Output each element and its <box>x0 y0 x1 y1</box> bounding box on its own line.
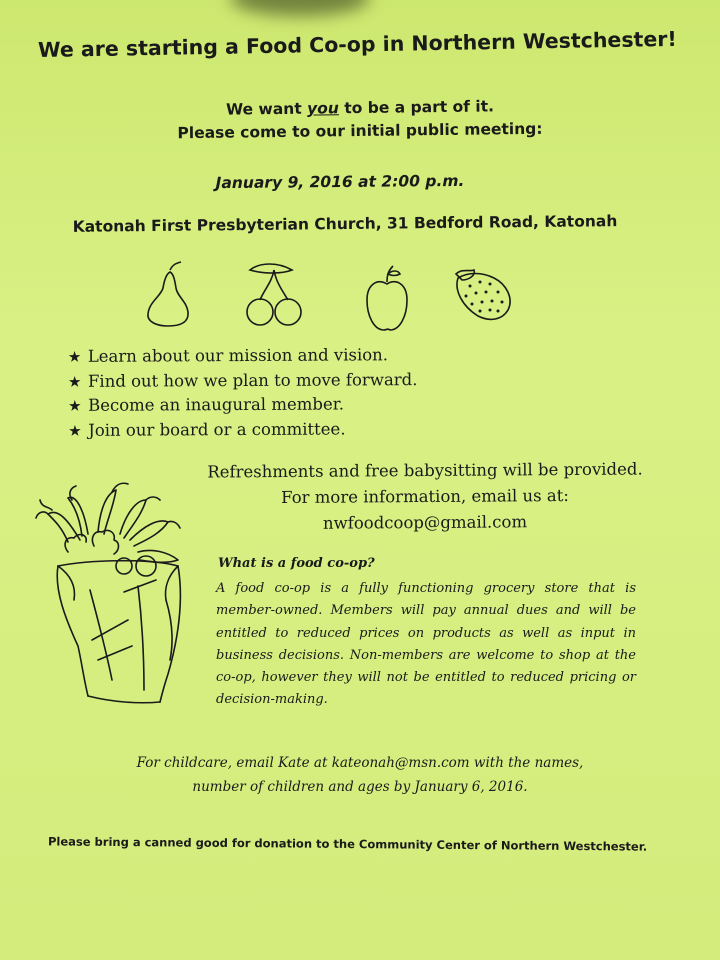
meeting-location: Katonah First Presbyterian Church, 31 Bedford Road, Katonah <box>72 212 618 236</box>
refreshments-text: Refreshments and free babysitting will be provided. <box>207 459 643 482</box>
more-info-text: For more information, email us at: <box>281 485 569 508</box>
pear-icon <box>143 260 193 328</box>
bullet-text: Join our board or a committee. <box>88 418 346 440</box>
strawberry-icon <box>450 260 514 324</box>
contact-email: nwfoodcoop@gmail.com <box>322 512 528 533</box>
coop-line: decision-making. <box>216 692 328 708</box>
list-item <box>68 368 418 394</box>
star-icon: ★ <box>68 396 82 415</box>
invite-suffix: to be a part of it. <box>338 97 495 118</box>
apple-icon <box>364 260 410 332</box>
meeting-line: Please come to our initial public meeting: <box>177 119 543 143</box>
star-icon: ★ <box>67 347 82 366</box>
coop-paragraph <box>216 578 636 712</box>
grocery-bag-icon <box>28 470 208 714</box>
childcare-line-1: For childcare, email Kate at kateonah@msn.com with the names, <box>136 755 584 771</box>
bullet-text: Become an inaugural member. <box>88 394 345 415</box>
list-item <box>68 392 418 418</box>
coop-line: member-owned. Members will pay annual dues and will be <box>216 603 636 619</box>
coop-line: A food co-op is a fully functioning grocery store that is <box>216 581 636 596</box>
meeting-date: January 9, 2016 at 2:00 p.m. <box>215 171 465 193</box>
flyer-title: We are starting a Food Co-op in Northern Westchester! <box>37 26 677 62</box>
coop-line: business decisions. Non-members are welcome to shop at the <box>216 647 636 663</box>
coop-heading: What is a food co-op? <box>218 556 375 571</box>
list-item <box>68 417 418 443</box>
invite-emphasis: you <box>306 99 339 118</box>
bullet-text: Find out how we plan to move forward. <box>87 369 418 391</box>
star-icon: ★ <box>68 421 82 440</box>
cherries-icon <box>242 260 306 328</box>
coop-line: co-op, however they will not be entitled to reduced pricing or <box>216 670 636 686</box>
childcare-line-2: number of children and ages by January 6, 2016. <box>192 779 528 795</box>
star-icon: ★ <box>67 372 82 391</box>
bullet-text: Learn about our mission and vision. <box>87 345 389 366</box>
list-item <box>68 343 418 369</box>
invite-prefix: We want <box>225 99 308 119</box>
donation-note: Please bring a canned good for donation to the Community Center of Northern Westchester. <box>47 834 648 854</box>
bullet-list <box>68 343 418 443</box>
coop-line: entitled to reduced prices on products as well as input in <box>216 625 636 641</box>
